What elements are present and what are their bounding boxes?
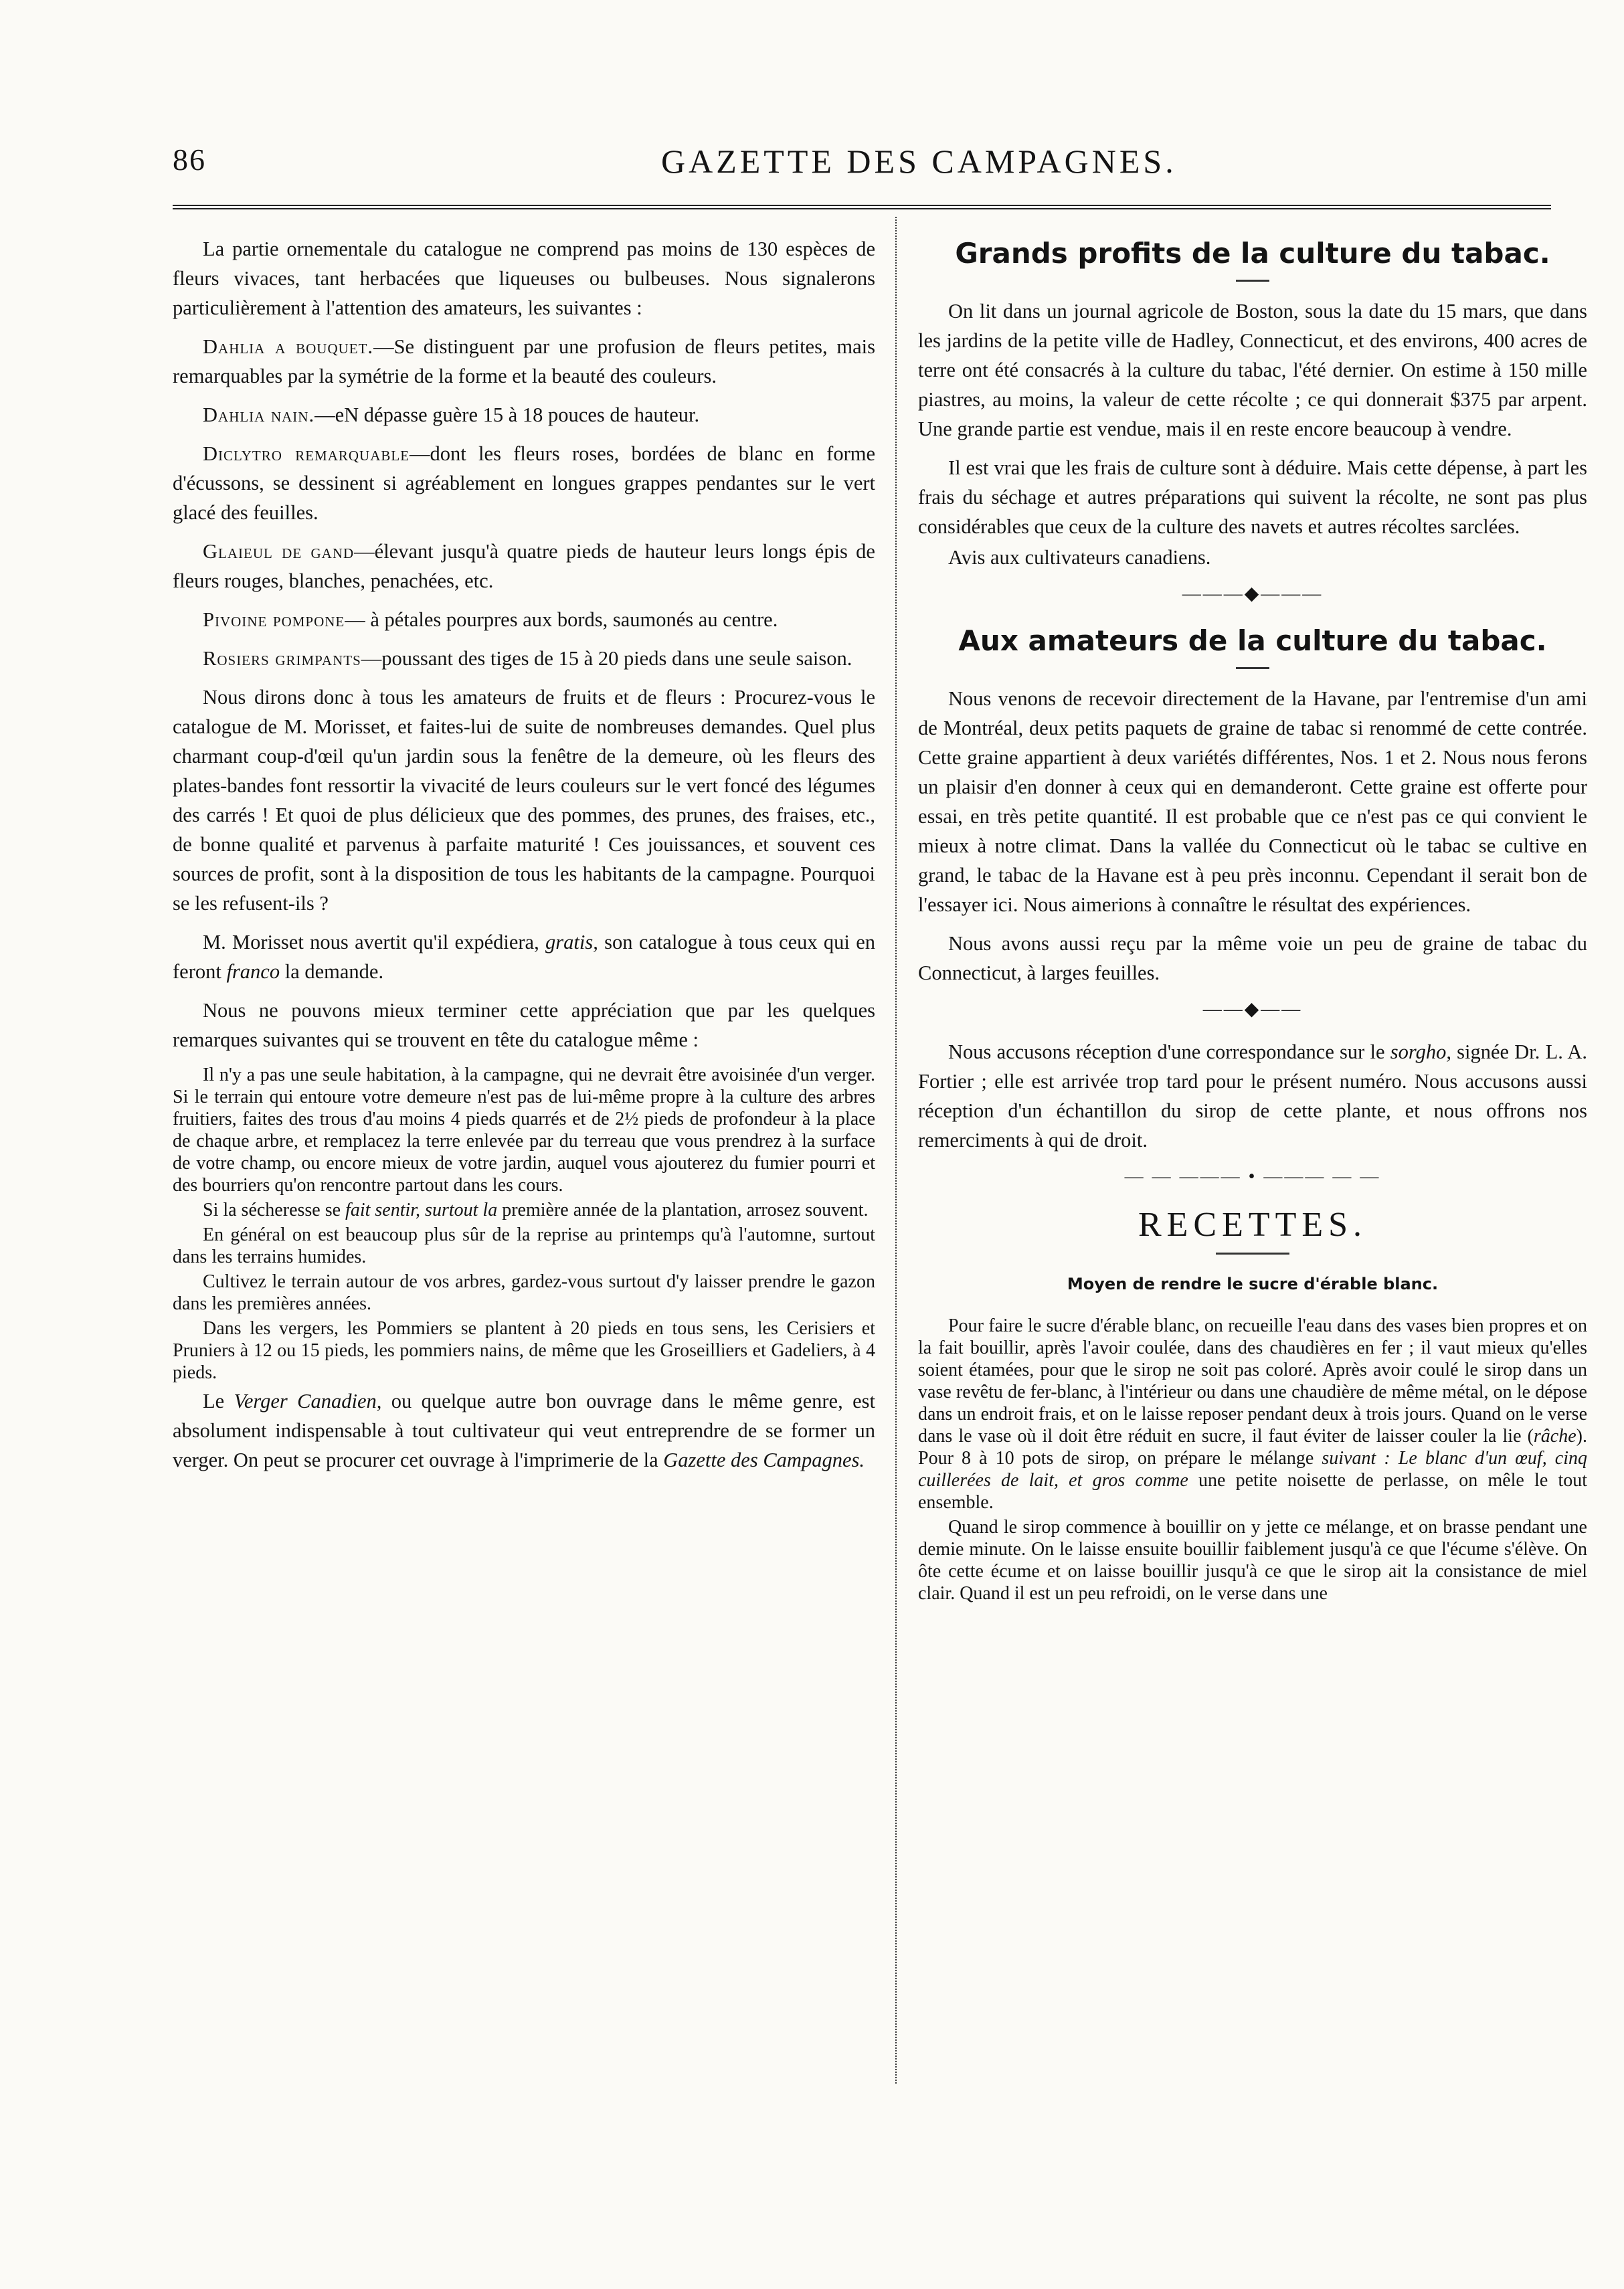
quote-general: En général on est beaucoup plus sûr de la reprise au printemps qu'à l'automne, surtout dans les terrains humides. — [173, 1224, 875, 1267]
text-run: première année de la plantation, arrosez souvent. — [497, 1200, 869, 1220]
quote-vergers: Dans les vergers, les Pommiers se plantent à 20 pieds en tous sens, les Cerisiers et Pruniers à 12 ou 15 pieds, les pommiers nains, de même que les Groseilliers et Gadeliers, à 4 pieds. — [173, 1318, 875, 1383]
flower-name: Glaieul de gand — [203, 540, 355, 563]
flower-entry-glaieul — [173, 537, 875, 596]
flower-name: Dahlia a bouquet. — [203, 335, 374, 358]
paragraph-sucre — [918, 1315, 1587, 1514]
flower-entry-dahlia-bouquet — [173, 332, 875, 391]
italic-run: fait sentir, surtout la — [345, 1200, 498, 1220]
flower-name: Diclytro remarquable — [203, 442, 410, 465]
title-rule — [1236, 280, 1269, 282]
flower-description: —eN dépasse guère 15 à 18 pouces de hauteur. — [314, 403, 700, 426]
article-title-profits: Grands profits de la culture du tabac. — [955, 237, 1550, 270]
paragraph-avis: Avis aux cultivateurs canadiens. — [948, 546, 1211, 569]
column-divider — [895, 217, 897, 2084]
flower-description: —poussant des tiges de 15 à 20 pieds dans une seule saison. — [361, 647, 852, 670]
title-rule — [1236, 667, 1269, 669]
left-column — [173, 234, 875, 2047]
quote-cultivez: Cultivez le terrain autour de vos arbres, gardez-vous surtout d'y laisser prendre le gazon dans les premières années. — [173, 1271, 875, 1314]
paragraph-sorgho — [918, 1037, 1587, 1155]
flower-description: —élevant jusqu'à quatre pieds de hauteur leurs longs épis de fleurs rouges, blanches, penachées, etc. — [173, 540, 875, 592]
section-separator: — — ——— • ——— — — — [1124, 1166, 1381, 1187]
text-run: une petite noisette de perlasse, on mêle le tout ensemble. — [918, 1470, 1587, 1513]
italic-run: sorgho, — [1390, 1040, 1451, 1063]
running-title: GAZETTE DES CAMPAGNES. — [661, 143, 1177, 180]
page-header — [0, 0, 1624, 201]
header-rule — [173, 205, 1551, 209]
intro-paragraph: La partie ornementale du catalogue ne comprend pas moins de 130 espèces de fleurs vivaces, tant herbacées que liqueuses ou bulbeuses. Nous signalerons particulièrement à l'attention des amateurs, les suivantes : — [173, 238, 875, 319]
paragraph-nous-dirons: Nous dirons donc à tous les amateurs de fruits et de fleurs : Procurez-vous le catalogue de M. Morisset, et faites-lui de suite de nombreuses demandes. Quel plus charmant coup-d'œil qu'un jardin sous la fenêtre de la demeure, où les fleurs des plates-bandes font ressortir la vivacité de leurs couleurs sur le vert foncé des légumes des carrés ! Et quoi de plus délicieux que des pommes, des prunes, des fraises, etc., de bonne qualité et parvenus à parfaite maturité ! Ces jouissances, et souvent ces sources de profit, sont à la disposition de tous les habitants de la campagne. Pourquoi se les refusent-ils ? — [173, 686, 875, 915]
page-number: 86 — [173, 143, 206, 177]
text-run: signée Dr. L. A. Fortier ; elle est arrivée trop tard pour le présent numéro. Nous accusons aussi réception d'un échantillon du sirop de cette plante, et nous offrons nos remerciments à qui de droit. — [918, 1040, 1587, 1152]
flower-entry-dahlia-nain — [173, 400, 875, 430]
flower-name: Dahlia nain. — [203, 403, 315, 426]
article-title-amateurs: Aux amateurs de la culture du tabac. — [958, 624, 1547, 657]
text-run: Pour faire le sucre d'érable blanc, on recueille l'eau dans des vases bien propres et on la fait bouillir, après l'avoir coulée, dans des chaudières en fer ; il vaut mieux qu'elles soient étamées, pour que le sirop ne soit pas coloré. Après avoir coulé le sirop dans un vase revêtu de fer-blanc, à l'intérieur ou dans une chaudière de même métal, on le dépose dans un endroit frais, et on le laisse reposer pendant deux à trois jours. Quand on le verse dans le vase où il doit être réduit en sucre, il faut éviter de laisser couler la lie ( — [918, 1315, 1587, 1447]
text-run: son catalogue à tous ceux qui en feront — [173, 931, 875, 983]
text-run: ). Pour 8 à 10 pots de sirop, on prépare le mélange — [918, 1426, 1587, 1469]
paragraph-boston: On lit dans un journal agricole de Boston, sous la date du 15 mars, que dans les jardins de la petite ville de Hadley, Connecticut, et des environs, 400 acres de terre ont été consacrés à la culture du tabac, l'été dernier. On estime à 150 mille piastres, au moins, la valeur de cette récolte ; ce qui donnerait $375 par arpent. Une grande partie est vendue, mais il en reste encore beaucoup à vendre. — [918, 300, 1587, 440]
flower-entry-diclytro — [173, 439, 875, 527]
italic-run: Gazette des Campagnes. — [663, 1449, 865, 1471]
flower-entry-pivoine — [173, 605, 875, 634]
paragraph-terminer: Nous ne pouvons mieux terminer cette appréciation que par les quelques remarques suivantes qui se trouvent en tête du catalogue même : — [173, 999, 875, 1051]
text-run: la demande. — [280, 960, 384, 983]
flower-description: —Se distinguent par une profusion de fleurs petites, mais remarquables par la symétrie de la forme et la beauté des couleurs. — [173, 335, 875, 387]
text-run: Si la sécheresse se — [203, 1200, 346, 1220]
paragraph-quand: Quand le sirop commence à bouillir on y jette ce mélange, et on brasse pendant une demie minute. On le laisse ensuite bouillir faiblement jusqu'à ce que l'écume s'élève. On ôte cette écume et on laisse bouillir jusqu'à ce que le sirop ait la consistance de miel clair. Quand il est un peu refroidi, on le verse dans une — [918, 1517, 1587, 1604]
right-column — [918, 234, 1587, 2081]
flower-name: Pivoine pompone — [203, 608, 345, 631]
italic-run: râche — [1533, 1426, 1576, 1447]
italic-run: Verger Canadien, — [234, 1390, 382, 1412]
flower-name: Rosiers grimpants — [203, 647, 361, 670]
flower-entry-rosiers — [173, 644, 875, 673]
paragraph-morisset — [173, 927, 875, 986]
quote-habitation: Il n'y a pas une seule habitation, à la campagne, qui ne devrait être avoisinée d'un verger. Si le terrain qui entoure votre demeure n'est pas de lui-même propre à la culture des arbres fruitiers, faites des trous d'au moins 4 pieds quarrés et de 2½ pieds de profondeur à la place de chaque arbre, et remplacez la terre enlevée par du terreau que vous prendrez à la surface de votre champ, ou encore mieux de votre jardin, auquel vous ajouterez du fumier pourri et des bourriers qu'on rencontre partout dans les cours. — [173, 1065, 875, 1196]
text-run: M. Morisset nous avertit qu'il expédiera, — [203, 931, 546, 953]
italic-run: gratis, — [545, 931, 598, 953]
recipe-title: Moyen de rendre le sucre d'érable blanc. — [1067, 1275, 1439, 1293]
paragraph-verger-canadien — [173, 1386, 875, 1475]
section-separator: ——◆—— — [1202, 999, 1303, 1020]
paragraph-frais: Il est vrai que les frais de culture sont à déduire. Mais cette dépense, à part les frais du séchage et autres préparations qui suivent la récolte, ne sont pas plus considérables que ceux de la culture des navets et autres récoltes sarclées. — [918, 456, 1587, 538]
flower-description: — à pétales pourpres aux bords, saumonés au centre. — [345, 608, 778, 631]
section-title-recettes: RECETTES. — [1138, 1206, 1368, 1244]
quote-secheresse — [173, 1199, 875, 1221]
italic-run: franco — [226, 960, 280, 983]
paragraph-connecticut: Nous avons aussi reçu par la même voie un peu de graine de tabac du Connecticut, à larges feuilles. — [918, 932, 1587, 984]
text-run: ou quelque autre bon ouvrage dans le même genre, est absolument indispensable à tout cultivateur qui veut entreprendre de se former un verger. On peut se procurer cet ouvrage à l'imprimerie de la — [173, 1390, 875, 1471]
text-run: Nous accusons réception d'une correspondance sur le — [948, 1040, 1390, 1063]
paragraph-havane: Nous venons de recevoir directement de la Havane, par l'entremise d'un ami de Montréal, deux petits paquets de graine de tabac si renommé de cette contrée. Cette graine appartient à deux variétés différentes, Nos. 1 et 2. Nous nous ferons un plaisir d'en donner à ceux qui en demanderont. Cette graine est offerte pour essai, en très petite quantité. Il est probable que ce n'est pas ce qui convient le mieux à notre climat. Dans la vallée du Connecticut où le tabac se cultive en grand, le tabac de la Havane est à peu près inconnu. Cependant il serait bon de l'essayer ici. Nous aimerions à connaître le résultat des expériences. — [918, 687, 1587, 916]
italic-run: suivant : Le blanc d'un œuf, cinq cuillerées de lait, et gros comme — [918, 1448, 1587, 1491]
title-rule — [1216, 1253, 1289, 1255]
flower-description: —dont les fleurs roses, bordées de blanc en forme d'écussons, se dessinent si agréablement en longues grappes pendantes sur le vert glacé des feuilles. — [173, 442, 875, 524]
section-separator: ———◆——— — [1182, 583, 1324, 604]
text-run: Le — [203, 1390, 234, 1412]
